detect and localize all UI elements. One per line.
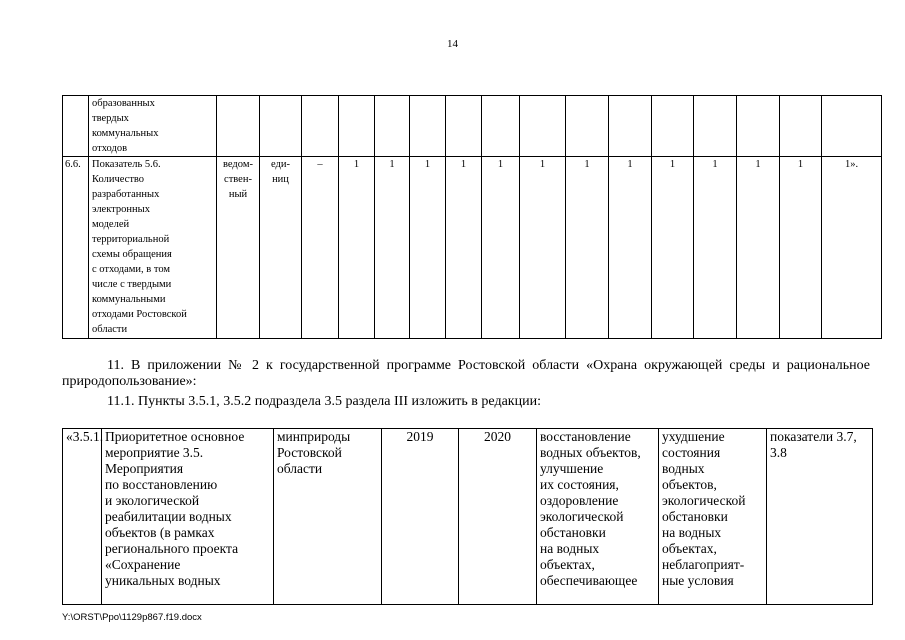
- event-name-line: Приоритетное основное: [105, 429, 245, 444]
- event-name-line: объектов (в рамках: [105, 525, 215, 540]
- event-result-line: водных объектов,: [540, 445, 641, 460]
- event-end-year: 2020: [459, 429, 537, 605]
- indicator-name-line: коммунальными: [92, 294, 166, 305]
- event-start-year: 2019: [382, 429, 459, 605]
- file-path-footer: Y:\ORST\Ppo\1129p867.f19.docx: [62, 612, 202, 623]
- event-consequences-line: неблагоприят-: [662, 557, 745, 572]
- table-row-3-5-1: [63, 429, 873, 605]
- value-cell: 1: [482, 157, 520, 339]
- value-cell: 1: [737, 157, 780, 339]
- value-cell: 1: [609, 157, 652, 339]
- event-name-line: уникальных водных: [105, 573, 221, 588]
- event-table: [62, 428, 873, 605]
- event-name: [102, 429, 274, 605]
- event-result-line: их состояния,: [540, 477, 619, 492]
- indicator-name-line: отходами Ростовской: [92, 309, 187, 320]
- indicator-type: [217, 157, 260, 339]
- continuation-line: коммунальных: [92, 128, 159, 139]
- event-consequences-line: состояния: [662, 445, 721, 460]
- value-cell: 1: [375, 157, 410, 339]
- event-executor: [274, 429, 382, 605]
- value-cell: –: [302, 157, 339, 339]
- value-cell: 1: [339, 157, 375, 339]
- value-cell: 1: [652, 157, 694, 339]
- event-consequences-line: на водных: [662, 525, 722, 540]
- event-result-line: экологической: [540, 509, 624, 524]
- value-cell: 1: [780, 157, 822, 339]
- indicator-name-line: Количество: [92, 174, 145, 185]
- event-indicators-line: 3.8: [770, 445, 787, 460]
- indicator-unit-line: еди-: [271, 159, 290, 170]
- continuation-line: отходов: [92, 143, 128, 154]
- event-consequences-line: объектов,: [662, 477, 717, 492]
- event-consequences-line: водных: [662, 461, 705, 476]
- value-cell: 1: [410, 157, 446, 339]
- continuation-text: [89, 96, 217, 157]
- indicator-name-line: моделей: [92, 219, 130, 230]
- indicator-type-line: ведом-: [223, 159, 253, 170]
- indicator-name-line: с отходами, в том: [92, 264, 171, 275]
- event-name-line: регионального проекта: [105, 541, 239, 556]
- value-cell: 1».: [822, 157, 882, 339]
- event-executor-line: минприроды: [277, 429, 351, 444]
- event-name-line: реабилитации водных: [105, 509, 232, 524]
- indicator-type-line: ный: [228, 189, 248, 200]
- event-result-line: оздоровление: [540, 493, 619, 508]
- event-indicators: [767, 429, 873, 605]
- indicator-type-line: ствен-: [224, 174, 252, 185]
- event-result: [537, 429, 659, 605]
- event-result-line: улучшение: [540, 461, 604, 476]
- value-cell: 1: [520, 157, 566, 339]
- table-row-indicator-6-6: [63, 157, 882, 339]
- event-name-line: «Сохранение: [105, 557, 181, 572]
- paragraph-11: 11. В приложении № 2 к государственной программе Ростовской области «Охрана окружающей среды и рациональное природопользование»:: [62, 358, 870, 389]
- paragraph-11-1: 11.1. Пункты 3.5.1, 3.5.2 подраздела 3.5 раздела III изложить в редакции:: [107, 394, 541, 409]
- continuation-line: твердых: [92, 113, 129, 124]
- indicator-table: [62, 95, 882, 339]
- event-name-line: мероприятие 3.5.: [105, 445, 204, 460]
- event-name-line: и экологической: [105, 493, 200, 508]
- event-executor-line: Ростовской: [277, 445, 342, 460]
- value-cell: 1: [566, 157, 609, 339]
- event-number: «3.5.1.: [63, 429, 102, 605]
- indicator-name-line: области: [92, 324, 128, 335]
- event-result-line: объектах,: [540, 557, 595, 572]
- event-consequences: [659, 429, 767, 605]
- event-executor-line: области: [277, 461, 323, 476]
- indicator-name-line: электронных: [92, 204, 150, 215]
- event-result-line: на водных: [540, 541, 600, 556]
- event-consequences-line: ные условия: [662, 573, 734, 588]
- indicator-name-line: Показатель 5.6.: [92, 159, 161, 170]
- indicator-name-line: разработанных: [92, 189, 160, 200]
- event-result-line: обстановки: [540, 525, 606, 540]
- event-result-line: восстановление: [540, 429, 631, 444]
- event-consequences-line: экологической: [662, 493, 746, 508]
- indicator-name: [89, 157, 217, 339]
- indicator-name-line: схемы обращения: [92, 249, 172, 260]
- continuation-line: образованных: [92, 98, 155, 109]
- event-consequences-line: обстановки: [662, 509, 728, 524]
- indicator-unit: [260, 157, 302, 339]
- event-name-line: Мероприятия: [105, 461, 184, 476]
- indicator-name-line: числе с твердыми: [92, 279, 172, 290]
- indicator-unit-line: ниц: [272, 174, 289, 185]
- indicator-name-line: территориальной: [92, 234, 170, 245]
- event-result-line: обеспечивающее: [540, 573, 638, 588]
- value-cell: 1: [446, 157, 482, 339]
- event-indicators-line: показатели 3.7,: [770, 429, 857, 444]
- value-cell: 1: [694, 157, 737, 339]
- table-row-continuation: [63, 96, 882, 157]
- event-name-line: по восстановлению: [105, 477, 218, 492]
- page-number: 14: [447, 38, 458, 50]
- event-consequences-line: ухудшение: [662, 429, 725, 444]
- row-number: 6.6.: [63, 157, 89, 339]
- event-consequences-line: объектах,: [662, 541, 717, 556]
